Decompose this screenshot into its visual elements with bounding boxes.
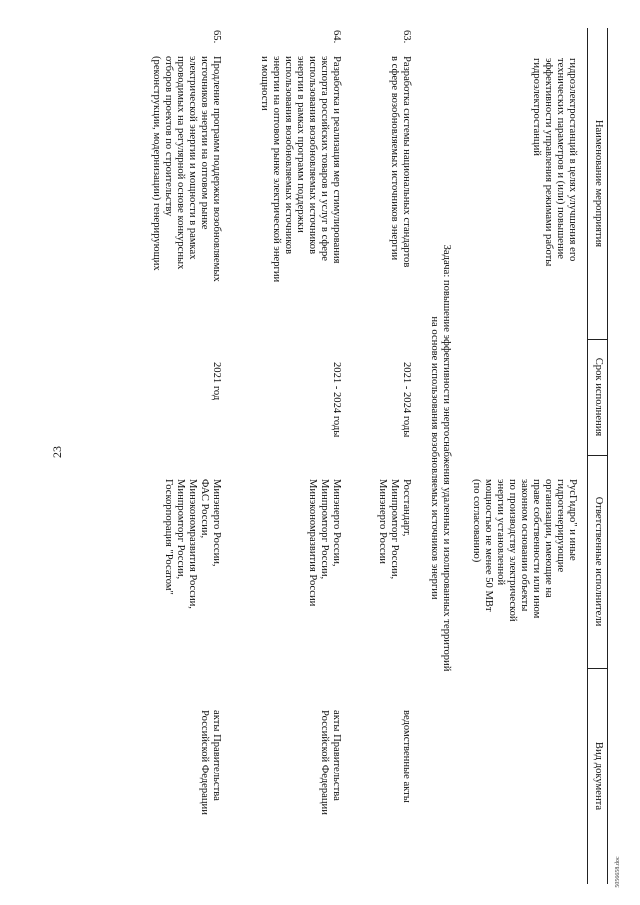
table-top-rule bbox=[607, 28, 608, 884]
row-65-measure: Продление программ поддержки возобновляемых источников энергии на оптовом рынке электрической энергии и мощности в рамках проводимых на регулярной основе конкурсных отборов проектов по строительству (реконструкции, модернизации) генерирующих bbox=[151, 56, 222, 282]
task-heading: Задача: повышение эффективности энергоснабжения удаленных и изолированных территорий на основе использования возобновляемых источников энергии bbox=[429, 244, 452, 672]
page-number: 23 bbox=[50, 446, 64, 458]
row-64-deadline: 2021 - 2024 годы bbox=[331, 362, 342, 438]
header-executors: Ответственные исполнители bbox=[593, 496, 604, 627]
row-63-number: 63. bbox=[401, 30, 412, 44]
row-65-number: 65. bbox=[211, 30, 222, 44]
row-63-doc-type: ведомственные акты bbox=[401, 710, 412, 803]
header-doc-type: Вид документа bbox=[593, 741, 604, 811]
header-deadline: Срок исполнения bbox=[593, 357, 604, 437]
row-64-doc-type: акты Правительства Российской Федерации bbox=[319, 710, 342, 815]
row-63-deadline: 2021 - 2024 годы bbox=[401, 362, 412, 438]
header-bottom-rule bbox=[587, 28, 588, 884]
row-63-executors: Росстандарт, Минпромторг России, Минэнерго России bbox=[377, 479, 412, 580]
measures-table bbox=[112, 28, 608, 884]
measures-table-rotated bbox=[112, 28, 608, 884]
row-64-measure: Разработка и реализация мер стимулирования экспорта российских товаров и услуг в сфере использования возобновляемых источников энергии в рамках программ поддержки использования возобновляемых источников энергии на оптовом рынке электрической энергии и мощности bbox=[259, 56, 342, 283]
row-63-measure: Разработка системы национальных стандартов в сфере возобновляемых источников энергии bbox=[389, 56, 412, 268]
header-measure: Наименование мероприятия bbox=[593, 119, 604, 248]
row-65-executors: Минэнерго России, ФАС России, Минэкономразвития России, Минпромторг России, Госкорпорация "Росатом" bbox=[163, 479, 222, 609]
document-id: 5056658.doc bbox=[615, 856, 621, 888]
continued-row-measure: гидроэлектростанций в целях улучшения его технических параметров и (или) повышение эффективности управления режимами работы гидроэлектростанций bbox=[531, 58, 578, 267]
row-64-number: 64. bbox=[331, 30, 342, 44]
continued-row-executors: РусГидро" и иные гидрогенерирующие организации, имеющие на праве собственности или ином законном основании объекты по производству электрической энергии установленной мощностью не менее 50 МВт (по согласованию) bbox=[471, 479, 578, 622]
row-65-doc-type: акты Правительства Российской Федерации bbox=[199, 710, 222, 815]
row-65-deadline: 2021 год bbox=[211, 362, 222, 401]
row-64-executors: Минэнерго России, Минпромторг России, Минэкономразвития России bbox=[307, 479, 342, 607]
